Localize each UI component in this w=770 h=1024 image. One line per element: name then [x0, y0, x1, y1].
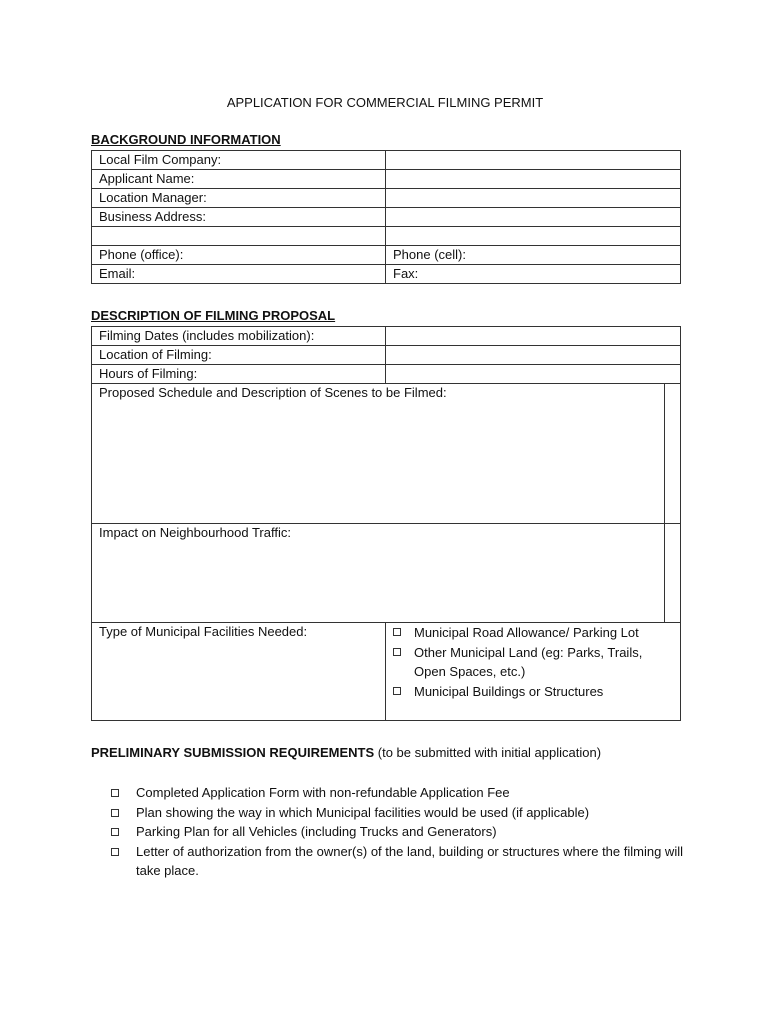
requirement-label: Letter of authorization from the owner(s) of the land, building or structures where the filming will take place. — [136, 843, 683, 878]
facility-option-label: Municipal Buildings or Structures — [414, 683, 604, 699]
checkbox-icon[interactable] — [111, 828, 119, 836]
table-row — [92, 246, 681, 265]
requirement-label: Plan showing the way in which Municipal facilities would be used (if applicable) — [136, 804, 590, 820]
background-table — [91, 150, 681, 284]
fax-field[interactable]: Fax: — [386, 265, 681, 284]
form-title: APPLICATION FOR COMMERCIAL FILMING PERMIT — [226, 95, 544, 110]
filming-hours-label: Hours of Filming: — [92, 365, 386, 384]
table-row — [92, 623, 681, 721]
checkbox-icon[interactable] — [393, 687, 401, 695]
table-row — [92, 151, 681, 170]
checkbox-icon[interactable] — [393, 628, 401, 636]
facilities-label: Type of Municipal Facilities Needed: — [92, 623, 386, 721]
schedule-label: Proposed Schedule and Description of Scenes to be Filmed: — [99, 385, 447, 400]
traffic-field[interactable] — [92, 524, 665, 623]
checkbox-icon[interactable] — [111, 848, 119, 856]
requirement-label: Parking Plan for all Vehicles (including Trucks and Generators) — [136, 824, 497, 839]
table-row — [92, 524, 681, 623]
traffic-label: Impact on Neighbourhood Traffic: — [99, 525, 291, 540]
filming-dates-label: Filming Dates (includes mobilization): — [92, 327, 386, 346]
applicant-name-field[interactable] — [386, 170, 681, 189]
local-film-company-label: Local Film Company: — [92, 151, 386, 170]
requirements-note: (to be submitted with initial application) — [374, 745, 602, 760]
facilities-options — [386, 623, 681, 721]
table-row — [92, 384, 681, 524]
requirements-list — [111, 783, 696, 881]
requirement-label: Completed Application Form with non-refundable Application Fee — [136, 785, 510, 800]
email-field[interactable]: Email: — [92, 265, 386, 284]
requirements-heading-line — [91, 745, 601, 760]
business-address-label: Business Address: — [92, 208, 386, 227]
proposal-heading: DESCRIPTION OF FILMING PROPOSAL — [91, 308, 336, 323]
traffic-side-cell — [665, 524, 681, 623]
facility-option[interactable] — [386, 643, 666, 682]
background-heading: BACKGROUND INFORMATION — [91, 132, 281, 147]
table-row — [92, 208, 681, 227]
location-manager-field[interactable] — [386, 189, 681, 208]
local-film-company-field[interactable] — [386, 151, 681, 170]
requirement-item[interactable] — [111, 842, 696, 881]
applicant-name-label: Applicant Name: — [92, 170, 386, 189]
table-row — [92, 346, 681, 365]
phone-cell-field[interactable]: Phone (cell): — [386, 246, 681, 265]
schedule-field[interactable] — [92, 384, 665, 524]
facilities-list — [386, 623, 666, 701]
facility-option[interactable] — [386, 682, 666, 702]
facility-option-label: Other Municipal Land (eg: Parks, Trails, Open Spaces, etc.) — [414, 644, 643, 679]
business-address-line2-field[interactable] — [92, 227, 386, 246]
location-manager-label: Location Manager: — [92, 189, 386, 208]
requirement-item[interactable] — [111, 822, 696, 842]
requirements-heading: PRELIMINARY SUBMISSION REQUIREMENTS — [91, 745, 375, 760]
filming-hours-field[interactable] — [386, 365, 681, 384]
filming-location-label: Location of Filming: — [92, 346, 386, 365]
requirement-item[interactable] — [111, 803, 696, 823]
business-address-line2-field-right[interactable] — [386, 227, 681, 246]
checkbox-icon[interactable] — [393, 648, 401, 656]
facility-option[interactable] — [386, 623, 666, 643]
business-address-field[interactable] — [386, 208, 681, 227]
table-row — [92, 327, 681, 346]
table-row — [92, 189, 681, 208]
checkbox-icon[interactable] — [111, 789, 119, 797]
requirements-list-wrap — [111, 783, 696, 881]
phone-office-field[interactable]: Phone (office): — [92, 246, 386, 265]
filming-dates-field[interactable] — [386, 327, 681, 346]
table-row — [92, 170, 681, 189]
table-row — [92, 365, 681, 384]
filming-location-field[interactable] — [386, 346, 681, 365]
schedule-side-cell — [665, 384, 681, 524]
proposal-table — [91, 326, 681, 721]
checkbox-icon[interactable] — [111, 809, 119, 817]
requirement-item[interactable] — [111, 783, 696, 803]
table-row — [92, 227, 681, 246]
facility-option-label: Municipal Road Allowance/ Parking Lot — [414, 625, 639, 640]
table-row — [92, 265, 681, 284]
